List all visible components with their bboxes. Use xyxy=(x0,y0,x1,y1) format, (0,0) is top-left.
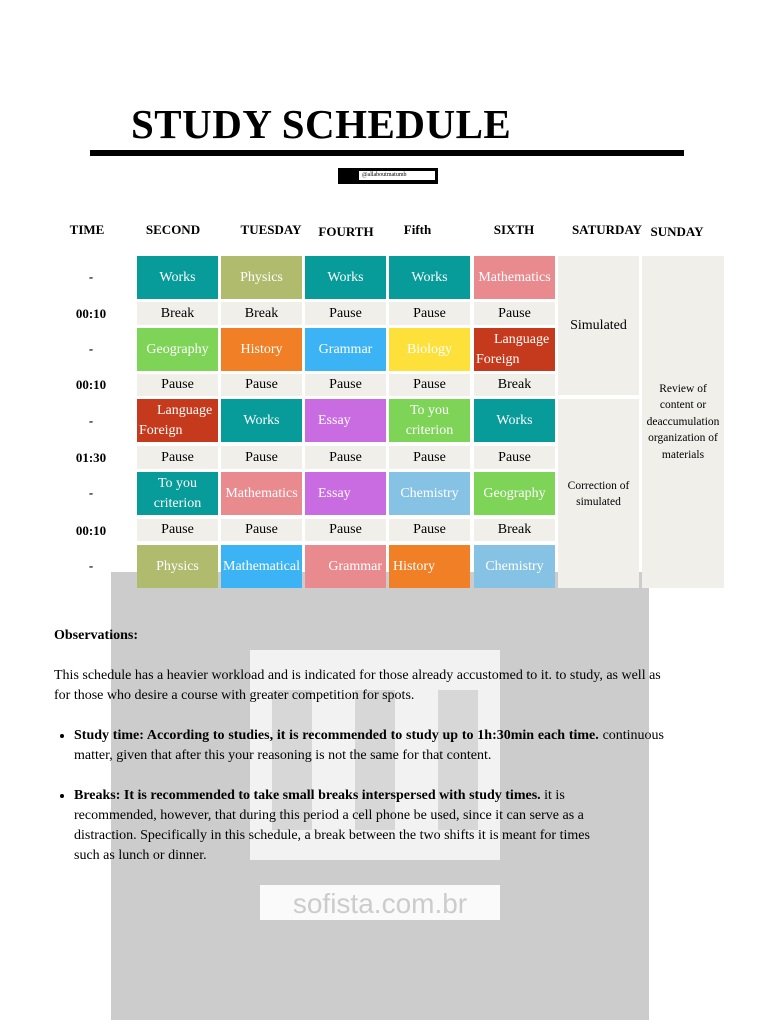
schedule-cell: Pause xyxy=(305,446,386,469)
page-title: STUDY SCHEDULE xyxy=(131,101,512,147)
schedule-cell: Pause xyxy=(137,446,218,469)
time-slot: 00:10 xyxy=(75,377,107,392)
watermark-text: sofista.com.br xyxy=(292,888,468,919)
saturday-correction-text: Correction of simulated xyxy=(567,479,630,508)
schedule-cell: Pause xyxy=(389,302,470,325)
schedule-cell: To you criterion xyxy=(137,472,218,515)
schedule-cell: Chemistry xyxy=(474,545,555,588)
schedule-cell: Works xyxy=(305,256,386,299)
schedule-cell: Pause xyxy=(137,374,218,396)
time-slot: - xyxy=(88,269,94,284)
schedule-cell: Pause xyxy=(305,374,386,396)
schedule-cell: Break xyxy=(474,519,555,541)
list-item xyxy=(74,726,664,766)
schedule-cell: Pause xyxy=(137,519,218,541)
schedule-cell: Pause xyxy=(474,446,555,469)
saturday-simulated-text: Simulated xyxy=(570,317,627,333)
time-slot: - xyxy=(88,341,94,356)
observations-intro: This schedule has a heavier workload and is indicated for those already accustomed to it. to study, as well as for those who desire a course with greater competition for spots. xyxy=(54,668,661,703)
header-saturday: SATURDAY xyxy=(571,222,643,237)
schedule-cell: Works xyxy=(221,399,302,442)
schedule-cell: Works xyxy=(137,256,218,299)
schedule-cell: History xyxy=(221,328,302,371)
schedule-cell: Pause xyxy=(474,302,555,325)
schedule-cell: Language Foreign xyxy=(474,328,555,371)
schedule-cell: Essay xyxy=(305,399,386,442)
bullet-text: continuous matter, given that after this your reasoning is not the same for that content. xyxy=(74,728,665,763)
schedule-cell: Pause xyxy=(305,302,386,325)
time-slot: - xyxy=(88,558,94,573)
schedule-cell: Mathematics xyxy=(221,472,302,515)
schedule-cell: Geography xyxy=(137,328,218,371)
schedule-cell: Biology xyxy=(389,328,470,371)
schedule-cell: Physics xyxy=(137,545,218,588)
handle-tag xyxy=(338,168,438,184)
schedule-cell: Language Foreign xyxy=(137,399,218,442)
schedule-cell: Break xyxy=(137,302,218,325)
schedule-cell: Mathematics xyxy=(474,256,555,299)
schedule-cell: Chemistry xyxy=(389,472,470,515)
header-sixth: SIXTH xyxy=(493,222,535,237)
schedule-cell: Pause xyxy=(221,519,302,541)
schedule-cell: Pause xyxy=(389,446,470,469)
schedule-cell: Pause xyxy=(221,446,302,469)
time-slot: - xyxy=(88,413,94,428)
schedule-cell: Break xyxy=(474,374,555,396)
sunday-review xyxy=(642,256,724,588)
bullet-text: it is recommended, however, that during this period a cell phone be used, since it can serve as a distraction. Specifically in this schedule, a break between the two shifts it is meant for times such as lunch or dinner. xyxy=(74,788,590,863)
schedule-cell: Mathematical xyxy=(221,545,302,588)
schedule-cell: Pause xyxy=(389,374,470,396)
time-slot: - xyxy=(88,485,94,500)
time-slot: 01:30 xyxy=(75,450,107,465)
schedule-cell: Essay xyxy=(305,472,386,515)
schedule-cell: Break xyxy=(221,302,302,325)
schedule-cell: Physics xyxy=(221,256,302,299)
handle-text: @allaboutmatumb xyxy=(359,171,435,180)
header-second: SECOND xyxy=(145,222,201,237)
header-fourth: FOURTH xyxy=(318,224,374,239)
schedule-cell: Geography xyxy=(474,472,555,515)
bullet-heading: Breaks: It is recommended to take small breaks interspersed with study times. xyxy=(74,788,541,803)
saturday-simulated xyxy=(558,256,639,395)
sunday-review-text: Review of content or deaccumulation organization of materials xyxy=(646,382,720,461)
schedule-cell: Pause xyxy=(389,519,470,541)
header-time: TIME xyxy=(69,222,105,237)
title-underline xyxy=(90,150,684,156)
schedule-cell: Grammar xyxy=(305,328,386,371)
schedule-cell: History xyxy=(389,545,470,588)
schedule-cell: To you criterion xyxy=(389,399,470,442)
observations-section xyxy=(54,626,664,886)
bullet-heading: Study time: According to studies, it is recommended to study up to 1h:30min each time. xyxy=(74,728,599,743)
list-item xyxy=(74,786,619,866)
time-slot: 00:10 xyxy=(75,306,107,321)
schedule-cell: Works xyxy=(389,256,470,299)
observations-title: Observations: xyxy=(54,628,138,643)
schedule-cell: Grammar xyxy=(305,545,386,588)
header-sunday: SUNDAY xyxy=(650,224,704,239)
time-slot: 00:10 xyxy=(75,523,107,538)
header-tuesday: TUESDAY xyxy=(240,222,302,237)
schedule-cell: Works xyxy=(474,399,555,442)
observations-list xyxy=(54,726,664,866)
saturday-correction xyxy=(558,399,639,588)
schedule-cell: Pause xyxy=(305,519,386,541)
header-fifth: Fifth xyxy=(403,222,432,237)
schedule-cell: Pause xyxy=(221,374,302,396)
